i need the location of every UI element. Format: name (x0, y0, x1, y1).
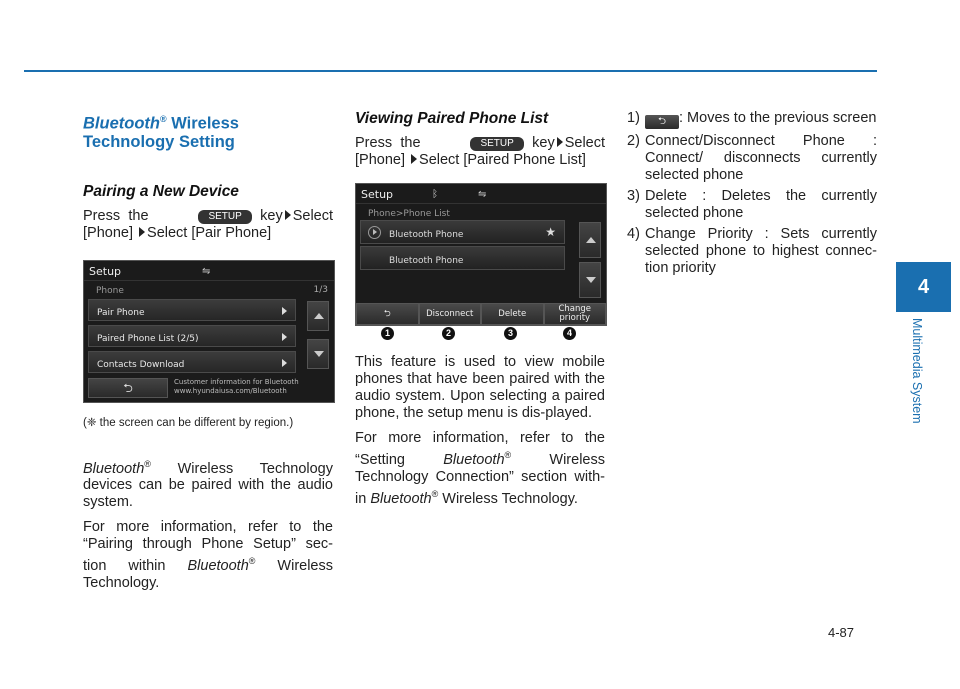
text: [Phone] (83, 224, 133, 241)
arrow-right-icon (285, 210, 291, 220)
item-number: 1) (627, 110, 640, 126)
scroll-down-button[interactable] (579, 262, 601, 298)
subhead-pairing: Pairing a New Device (83, 182, 239, 200)
text: Bluetooth (443, 451, 505, 468)
text: Wireless Technology. (83, 558, 333, 592)
text: Bluetooth (370, 490, 432, 507)
menu-label: Pair Phone (97, 307, 145, 318)
usb-icon: ⇋ (478, 189, 487, 200)
text: key (260, 207, 283, 224)
paragraph (83, 456, 333, 512)
item-text: Delete : Deletes the currently selected phone (645, 188, 877, 221)
registered-mark: ® (504, 450, 512, 460)
screen-title: Setup (89, 264, 122, 278)
title-text-line2: Technology Setting (83, 132, 235, 151)
callout-4: 4 (563, 327, 576, 340)
item-text: Change Priority : Sets currently selected phone to highest connec-tion priority (645, 226, 877, 276)
text: Select [Pair Phone] (147, 224, 272, 241)
list-item (627, 110, 877, 129)
callout-2: 2 (442, 327, 455, 340)
page-number: 4-87 (828, 625, 855, 640)
subhead-viewing: Viewing Paired Phone List (355, 110, 549, 127)
registered-mark: ® (144, 458, 151, 469)
arrow-up-icon (586, 237, 596, 243)
paragraph (355, 430, 605, 508)
column-1 (83, 110, 333, 600)
text: For more information, refer to the “Pairing through Phone Setup” sec-tion within (83, 519, 333, 575)
title-italic: Bluetooth (83, 114, 160, 133)
list-item (627, 133, 877, 184)
registered-mark: ® (248, 556, 256, 567)
arrow-up-icon (314, 313, 324, 319)
scroll-down-button[interactable] (307, 339, 329, 369)
chapter-label-text: Multimedia System (910, 318, 924, 424)
change-priority-button[interactable]: Change priority (544, 303, 607, 325)
chapter-label (896, 318, 926, 443)
section-title (83, 110, 333, 151)
instruction-paragraph (355, 135, 605, 169)
button-descriptions (627, 110, 877, 277)
paragraph: This feature is used to view mobile phones that have been paired with the audio system. Upon selecting a paired phone, the setup menu is dis-played. (355, 354, 605, 421)
back-button[interactable]: ⮌ (356, 303, 419, 325)
screen-header (84, 261, 334, 279)
usb-icon: ⇋ (202, 265, 211, 277)
title-text: Wireless (166, 114, 239, 133)
page-indicator: 1/3 (313, 284, 328, 295)
arrow-down-icon (586, 277, 596, 283)
list-item (627, 226, 877, 277)
menu-label: Contacts Download (97, 359, 185, 370)
callout-1: 1 (381, 327, 394, 340)
breadcrumb: Phone>Phone List (356, 203, 606, 221)
bluetooth-icon: ᛒ (432, 189, 438, 200)
text: Bluetooth (83, 460, 145, 477)
menu-item-paired-phone-list[interactable] (88, 325, 296, 347)
item-number: 4) (627, 226, 640, 242)
screen-phone-list (355, 183, 607, 326)
star-icon: ★ (545, 225, 556, 239)
phone-row[interactable] (360, 220, 565, 244)
instruction-paragraph (83, 208, 333, 242)
chevron-right-icon (282, 359, 287, 367)
setup-key: SETUP (198, 210, 251, 224)
menu-item-contacts-download[interactable] (88, 351, 296, 373)
text: Select (292, 207, 334, 224)
arrow-down-icon (314, 351, 324, 357)
text: Wireless Technology Connection” section with-in (355, 451, 605, 507)
disconnect-button[interactable]: Disconnect (419, 303, 482, 325)
item-text: : Moves to the previous screen (679, 110, 877, 126)
callout-row (355, 326, 605, 342)
callout-3: 3 (504, 327, 517, 340)
info-line: www.hyundaiusa.com/Bluetooth (174, 386, 287, 395)
arrow-right-icon (411, 154, 417, 164)
header-rule (24, 70, 877, 72)
screen-setup-phone (83, 260, 335, 403)
item-text: Connect/Disconnect Phone : Connect/ disconnects currently selected phone (645, 133, 877, 183)
delete-button[interactable]: Delete (481, 303, 544, 325)
button-bar (356, 303, 606, 325)
info-line: Customer information for Bluetooth (174, 377, 299, 386)
text: Bluetooth (187, 558, 249, 575)
screen-header (356, 184, 606, 202)
item-number: 2) (627, 133, 640, 149)
arrow-right-icon (557, 137, 563, 147)
column-3 (627, 110, 877, 281)
scroll-up-button[interactable] (579, 222, 601, 258)
screen-title: Setup (361, 188, 394, 201)
text: Wireless Technology. (438, 490, 578, 507)
setup-key: SETUP (470, 137, 523, 151)
text: Press the (355, 135, 421, 151)
region-note: (❈ the screen can be different by region.) (83, 416, 294, 429)
menu-item-pair-phone[interactable] (88, 299, 296, 321)
registered-mark: ® (159, 114, 167, 124)
back-button[interactable]: ⮌ (88, 378, 168, 398)
customer-info (174, 378, 299, 396)
list-item (627, 188, 877, 222)
item-number: 3) (627, 188, 640, 204)
play-icon (368, 226, 381, 239)
paragraph (83, 519, 333, 592)
text: For more information, refer to the “Setting (355, 430, 605, 468)
text: Select (564, 135, 606, 151)
chevron-right-icon (282, 333, 287, 341)
phone-row[interactable] (360, 246, 565, 270)
text: Select [Paired Phone List] (419, 152, 586, 168)
back-icon: ⮌ (645, 115, 679, 129)
text: Wireless Technology devices can be paired with the audio system. (83, 460, 333, 511)
arrow-right-icon (139, 227, 145, 237)
scroll-up-button[interactable] (307, 301, 329, 331)
chapter-tab: 4 (896, 262, 951, 312)
column-2 (355, 110, 605, 516)
chevron-right-icon (282, 307, 287, 315)
text: Press the (83, 207, 149, 224)
registered-mark: ® (431, 488, 439, 499)
breadcrumb: Phone (84, 280, 334, 298)
text: [Phone] (355, 152, 405, 168)
phone-name: Bluetooth Phone (389, 230, 464, 240)
phone-name: Bluetooth Phone (389, 256, 464, 266)
text: key (532, 135, 555, 151)
menu-label: Paired Phone List (2/5) (97, 333, 199, 344)
